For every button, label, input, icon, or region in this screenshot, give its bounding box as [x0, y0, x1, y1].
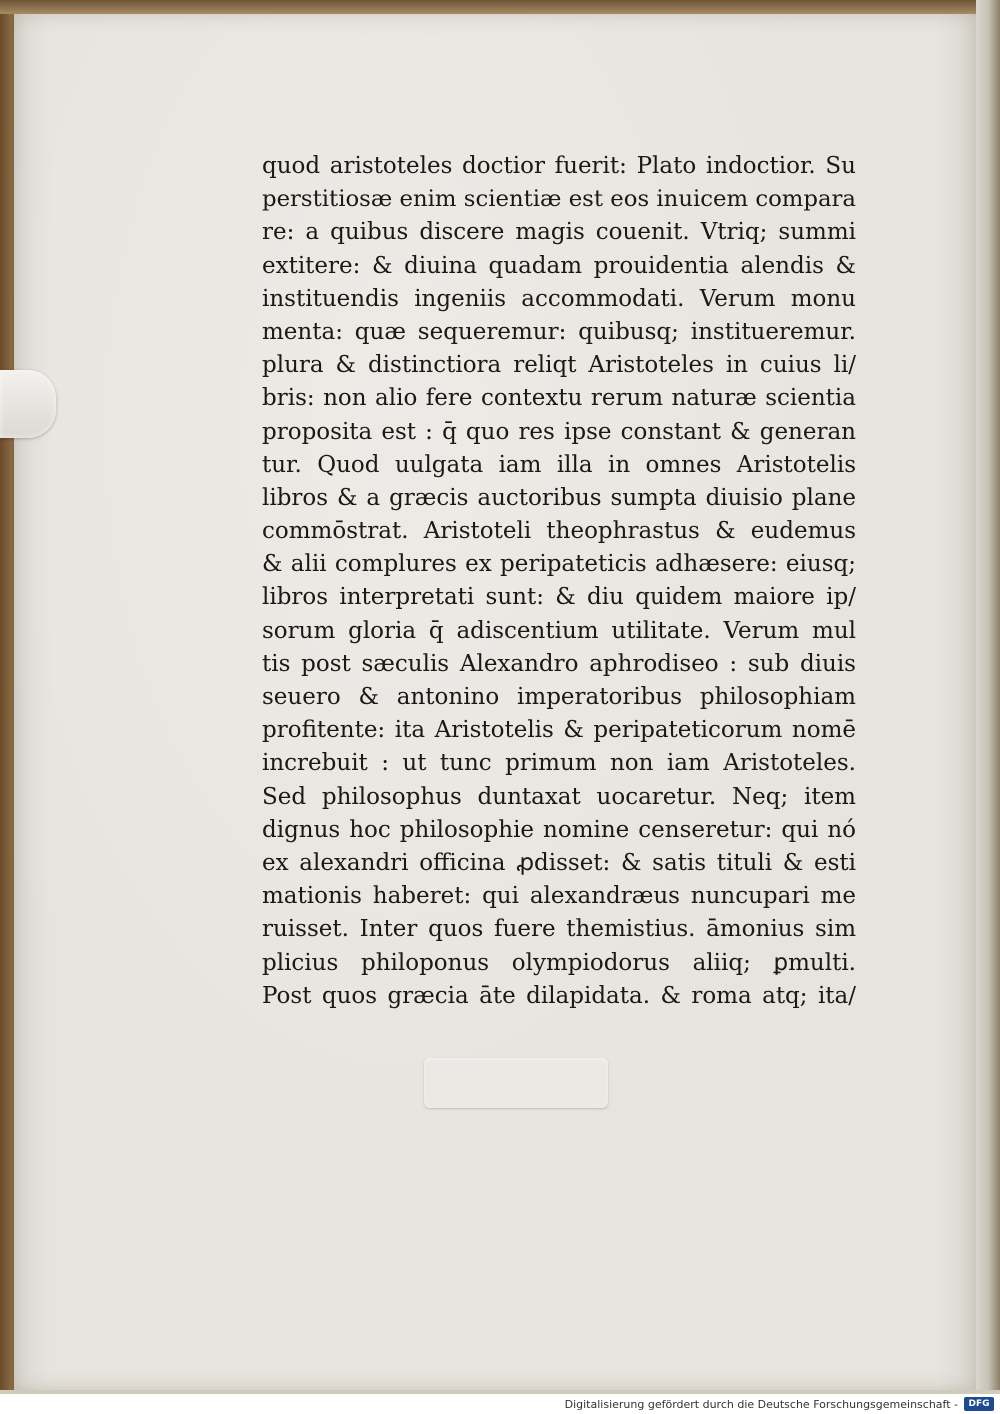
page-text — [262, 150, 856, 1013]
text-line: quod aristoteles doctior fuerit: Plato indoctior. Su — [262, 153, 856, 179]
text-line: seuero & antonino imperatoribus philosophiam — [262, 684, 856, 710]
text-line: extitere: & diuina quadam prouidentia alendis & — [262, 252, 856, 279]
dfg-logo: DFG — [964, 1397, 994, 1411]
text-line: plura & distinctiora reliqt Aristoteles in cuius li/ — [262, 352, 856, 379]
text-line: libros & a græcis auctoribus sumpta diuisio plane — [262, 484, 856, 511]
text-line: re: a quibus discere magis couenit. Vtriq; summi — [262, 219, 856, 246]
embossed-stamp — [424, 1058, 608, 1108]
text-line: plicius philoponus olympiodorus aliiq; ꝑmulti. — [262, 949, 856, 976]
text-line: ex alexandri officina ꝓdisset: & satis tituli & esti — [262, 849, 856, 876]
text-line: instituendis ingeniis accommodati. Verum monu — [262, 285, 856, 312]
text-line: increbuit : ut tunc primum non iam Aristoteles. — [262, 750, 856, 777]
text-line: tur. Quod uulgata iam illa in omnes Aristotelis — [262, 451, 856, 478]
text-line: bris: non alio fere contextu rerum naturæ scientia — [262, 385, 856, 412]
text-line: Post quos græcia āte dilapidata. & roma atq; ita/ — [262, 982, 856, 1009]
text-line: perstitiosæ enim scientiæ est eos inuicem compara — [262, 186, 856, 213]
text-line: proposita est : q̄ quo res ipse constant & generan — [262, 418, 856, 445]
text-line: tis post sæculis Alexandro aphrodiseo : sub diuis — [262, 650, 856, 677]
text-line: sorum gloria q̄ adiscentium utilitate. Verum mul — [262, 617, 856, 644]
text-line: dignus hoc philosophie nomine censeretur: qui nó — [262, 816, 856, 843]
text-line: commōstrat. Aristoteli theophrastus & eudemus — [262, 518, 856, 545]
text-line: mationis haberet: qui alexandræus nuncupari me — [262, 883, 856, 910]
text-line: ruisset. Inter quos fuere themistius. āmonius sim — [262, 916, 856, 943]
text-line: menta: quæ sequeremur: quibusq; institueremur. — [262, 318, 856, 345]
footer-credit: Digitalisierung gefördert durch die Deutsche Forschungsgemeinschaft - — [564, 1397, 958, 1411]
book-edge-right — [976, 0, 1000, 1414]
book-edge-top — [0, 0, 1000, 14]
text-line: profitente: ita Aristotelis & peripateticorum nomē — [262, 717, 856, 744]
text-line: & alii complures ex peripateticis adhæsere: eiusq; — [262, 551, 856, 578]
digitization-footer — [0, 1394, 1000, 1414]
page-clip-tab — [0, 370, 56, 438]
text-line: libros interpretati sunt: & diu quidem maiore ip/ — [262, 584, 856, 611]
text-line: Sed philosophus duntaxat uocaretur. Neq; item — [262, 783, 856, 810]
